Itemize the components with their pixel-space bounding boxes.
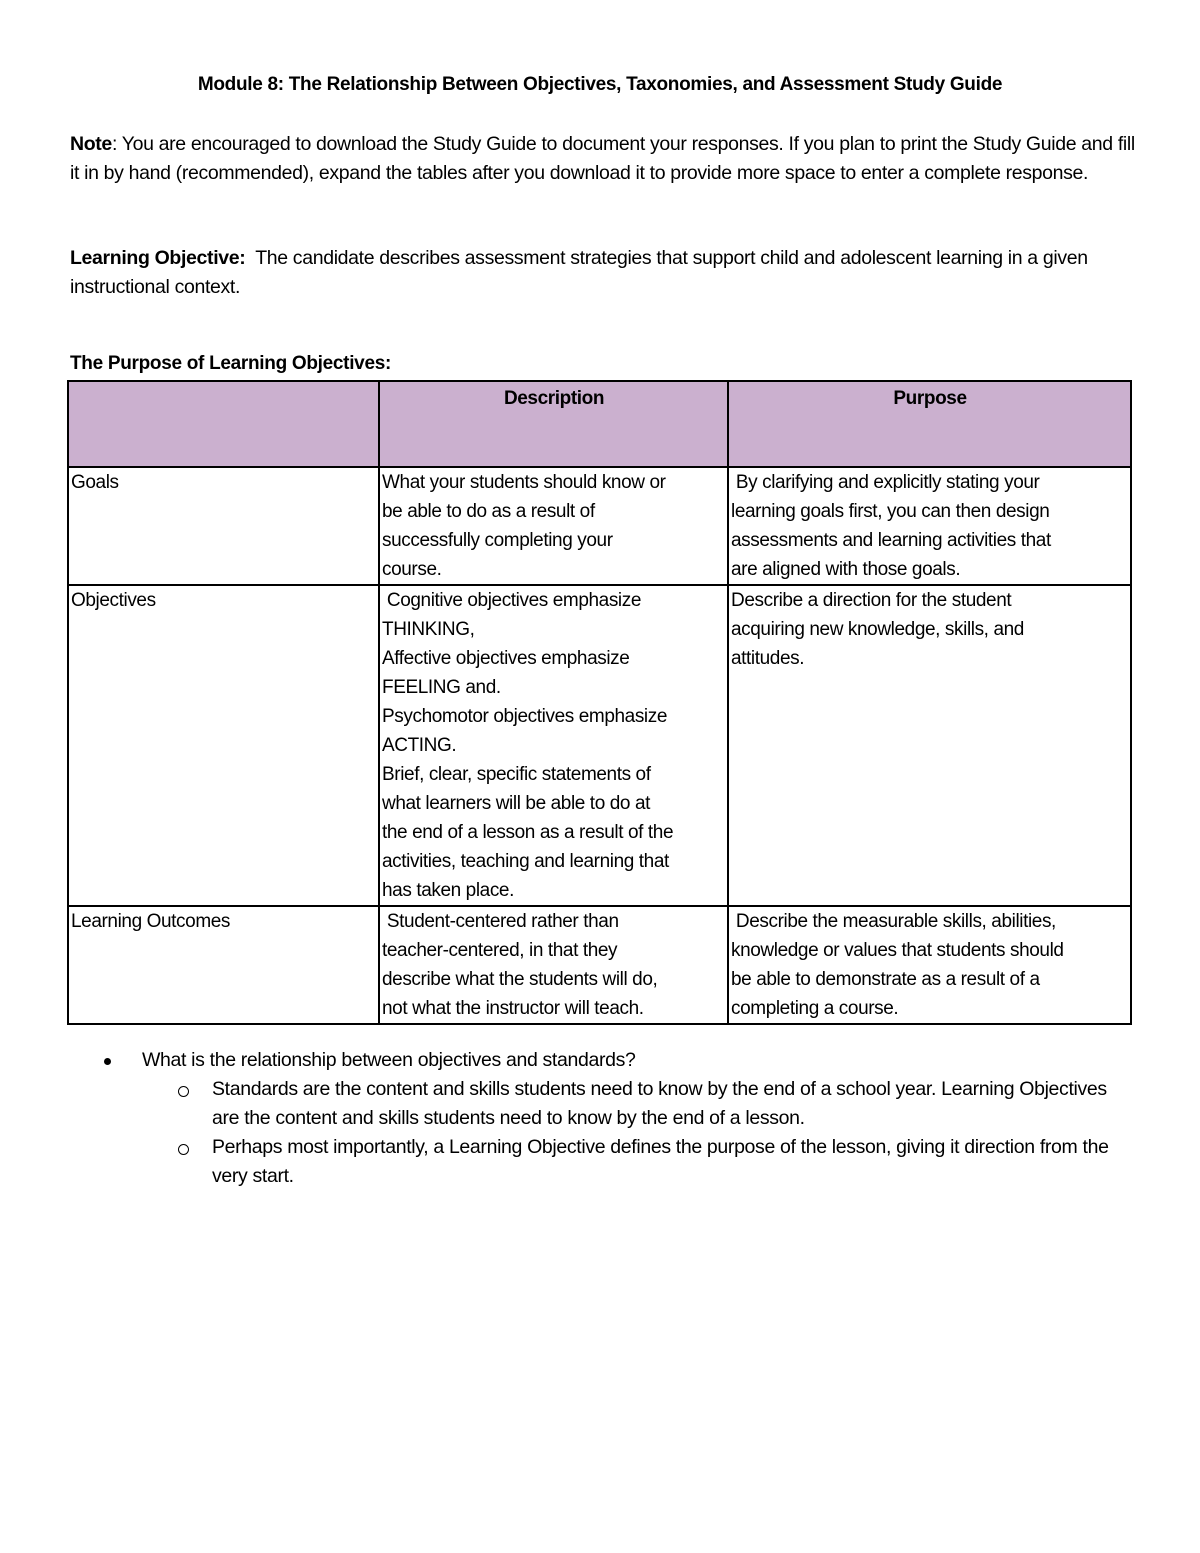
purpose-line: knowledge or values that students should <box>731 940 1064 961</box>
purpose-line: acquiring new knowledge, skills, and <box>731 619 1024 640</box>
purpose-cell <box>728 467 1131 585</box>
objectives-table <box>67 380 1132 1025</box>
purpose-line: be able to demonstrate as a result of a <box>731 969 1040 990</box>
sub-bullet-text: Standards are the content and skills students need to know by the end of a school year. Learning Objectives are the content and skills students need to know by the end of a lesson. <box>212 1078 1107 1129</box>
purpose-line: learning goals first, you can then design <box>731 501 1050 522</box>
description-line: successfully completing your <box>382 530 613 551</box>
purpose-line: Describe a direction for the student <box>731 590 1012 611</box>
table-header-row <box>68 381 1131 467</box>
description-line: what learners will be able to do at <box>382 793 650 814</box>
learning-objective-text: The candidate describes assessment strategies that support child and adolescent learning in a given instructional context. <box>70 247 1093 298</box>
document-title: Module 8: The Relationship Between Objectives, Taxonomies, and Assessment Study Guide <box>197 74 1003 95</box>
purpose-line: assessments and learning activities that <box>731 530 1051 551</box>
note-text: : You are encouraged to download the Study Guide to document your responses. If you plan to print the Study Guide and fill it in by hand (recommended), expand the tables after you download it to provide more space to enter a complete response. <box>70 133 1135 184</box>
sub-list-item <box>142 1075 1135 1133</box>
description-line: Student-centered rather than <box>382 911 619 932</box>
description-line: teacher-centered, in that they <box>382 940 618 961</box>
row-label-cell: Goals <box>68 467 379 585</box>
purpose-line: Describe the measurable skills, abilities, <box>731 911 1056 932</box>
description-line: What your students should know or <box>382 472 666 493</box>
sub-list-item <box>142 1133 1135 1191</box>
sub-bullet-text: Perhaps most importantly, a Learning Objective defines the purpose of the lesson, giving it direction from the very start. <box>212 1136 1109 1187</box>
description-line: activities, teaching and learning that <box>382 851 669 872</box>
description-line: FEELING and. <box>382 677 501 698</box>
purpose-cell <box>728 906 1131 1024</box>
description-line: has taken place. <box>382 880 514 901</box>
description-line: describe what the students will do, <box>382 969 658 990</box>
learning-objective-paragraph <box>70 244 1135 302</box>
header-cell-description: Description <box>379 381 728 467</box>
learning-objective-label: Learning Objective: <box>70 247 246 269</box>
header-cell-purpose: Purpose <box>728 381 1131 467</box>
description-line: course. <box>382 559 442 580</box>
purpose-line: are aligned with those goals. <box>731 559 961 580</box>
note-paragraph <box>70 130 1135 188</box>
table-row <box>68 906 1131 1024</box>
header-cell-blank <box>68 381 379 467</box>
description-line: Affective objectives emphasize <box>382 648 630 669</box>
bullet-icon <box>104 1058 111 1065</box>
description-line: ACTING. <box>382 735 457 756</box>
description-cell <box>379 585 728 906</box>
purpose-line: attitudes. <box>731 648 805 669</box>
row-label-cell: Objectives <box>68 585 379 906</box>
description-line: Brief, clear, specific statements of <box>382 764 651 785</box>
note-label: Note <box>70 133 112 155</box>
description-line: Cognitive objectives emphasize <box>382 590 642 611</box>
description-line: the end of a lesson as a result of the <box>382 822 674 843</box>
description-line: THINKING, <box>382 619 475 640</box>
description-line: be able to do as a result of <box>382 501 595 522</box>
section-heading: The Purpose of Learning Objectives: <box>70 353 392 374</box>
description-line: Psychomotor objectives emphasize <box>382 706 668 727</box>
purpose-cell <box>728 585 1131 906</box>
description-line: not what the instructor will teach. <box>382 998 644 1019</box>
description-cell <box>379 906 728 1024</box>
bullet-text: What is the relationship between objectives and standards? <box>142 1049 636 1071</box>
purpose-line: completing a course. <box>731 998 899 1019</box>
row-label-cell: Learning Outcomes <box>68 906 379 1024</box>
table-row <box>68 585 1131 906</box>
purpose-line: By clarifying and explicitly stating your <box>731 472 1040 493</box>
hollow-circle-bullet-icon <box>178 1144 189 1155</box>
bullet-list <box>70 1046 1135 1191</box>
list-item <box>70 1046 1135 1191</box>
sub-bullet-list <box>142 1075 1135 1191</box>
description-cell <box>379 467 728 585</box>
hollow-circle-bullet-icon <box>178 1086 189 1097</box>
table-row <box>68 467 1131 585</box>
